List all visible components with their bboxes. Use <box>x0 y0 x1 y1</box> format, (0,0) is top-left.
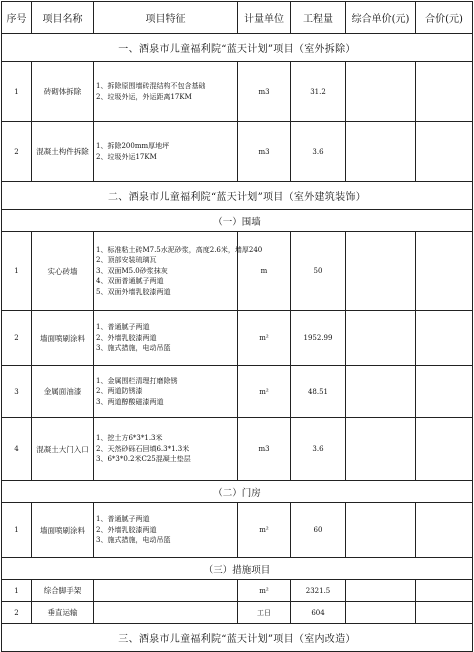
quantity-cell: 50 <box>291 232 346 311</box>
feature-line: 2、垃圾外运，外运距离17KM <box>96 92 192 101</box>
table-row <box>2 311 473 366</box>
section-header-row <box>2 182 473 210</box>
feature-line: 1、普通腻子两道 <box>96 323 150 332</box>
total-price-cell <box>416 366 473 418</box>
total-price-cell <box>416 602 473 624</box>
feature-line: 2、天然砂砾石回填6.3*1.3米 <box>96 444 190 453</box>
header-item-features: 项目特征 <box>94 2 238 34</box>
row-number: 3 <box>2 366 32 418</box>
item-name: 实心砖墙 <box>32 232 94 311</box>
feature-line: 2、外墙乳胶漆两道 <box>96 333 157 342</box>
section-title: 二、酒泉市儿童福利院“蓝天计划”项目（室外建筑装饰） <box>2 182 473 210</box>
unit-cell: m3 <box>238 62 291 122</box>
header-no: 序号 <box>2 2 32 34</box>
feature-line: 3、施式措施，电动吊篮 <box>96 344 171 353</box>
quantity-cell: 3.6 <box>291 418 346 481</box>
item-name: 混凝土构件拆除 <box>32 122 94 182</box>
item-features <box>94 602 238 624</box>
feature-line: 1、挖土方6*3*1.3米 <box>96 434 163 443</box>
unit-price-cell <box>346 122 416 182</box>
header-row <box>2 2 473 34</box>
row-number: 1 <box>2 62 32 122</box>
subsection-title: （一）围墙 <box>2 210 473 232</box>
quantity-cell: 60 <box>291 503 346 558</box>
section-title: 三、酒泉市儿童福利院“蓝天计划”项目（室内改造） <box>2 624 473 652</box>
subsection-header-row <box>2 481 473 503</box>
unit-price-cell <box>346 602 416 624</box>
bill-of-quantities-table <box>1 1 473 652</box>
row-number: 1 <box>2 232 32 311</box>
unit-cell: m² <box>238 580 291 602</box>
quantity-cell: 3.6 <box>291 122 346 182</box>
item-features <box>94 62 238 122</box>
unit-price-cell <box>346 311 416 366</box>
item-name: 混凝土大门入口 <box>32 418 94 481</box>
feature-line: 5、双面外墙乳胶漆两道 <box>96 287 171 296</box>
table-row <box>2 62 473 122</box>
feature-line: 1、金属围栏清理打磨除锈 <box>96 376 178 385</box>
unit-price-cell <box>346 62 416 122</box>
item-features <box>94 580 238 602</box>
feature-line: 1、普通腻子两道 <box>96 515 150 524</box>
row-number: 1 <box>2 580 32 602</box>
header-quantity: 工程量 <box>291 2 346 34</box>
item-name: 金属面油漆 <box>32 366 94 418</box>
table-row <box>2 602 473 624</box>
total-price-cell <box>416 503 473 558</box>
header-unit: 计量单位 <box>238 2 291 34</box>
table-row <box>2 366 473 418</box>
feature-line: 3、双面M5.0砂浆抹灰 <box>96 266 168 275</box>
row-number: 2 <box>2 122 32 182</box>
unit-cell: m3 <box>238 122 291 182</box>
quantity-cell: 48.51 <box>291 366 346 418</box>
header-unit-price: 综合单价(元) <box>346 2 416 34</box>
header-total-price: 合价(元) <box>416 2 473 34</box>
total-price-cell <box>416 311 473 366</box>
quantity-cell: 604 <box>291 602 346 624</box>
item-features <box>94 366 238 418</box>
total-price-cell <box>416 122 473 182</box>
feature-line: 1、拆除原围墙砖混结构不包含基础 <box>96 82 206 90</box>
total-price-cell <box>416 418 473 481</box>
unit-price-cell <box>346 366 416 418</box>
unit-price-cell <box>346 503 416 558</box>
unit-price-cell <box>346 580 416 602</box>
item-features <box>94 311 238 366</box>
subsection-title: （二）门房 <box>2 481 473 503</box>
quantity-cell: 31.2 <box>291 62 346 122</box>
table-row <box>2 418 473 481</box>
feature-line: 3、两道醇酸磁漆两道 <box>96 397 164 406</box>
unit-cell: m <box>238 232 291 311</box>
feature-line: 3、6*3*0.2米C25混凝土垫层 <box>96 455 191 464</box>
quantity-cell: 1952.99 <box>291 311 346 366</box>
quantity-cell: 2321.5 <box>291 580 346 602</box>
section-header-row <box>2 34 473 62</box>
subsection-header-row <box>2 558 473 580</box>
row-number: 4 <box>2 418 32 481</box>
feature-line: 2、垃圾外运17KM <box>96 152 157 161</box>
row-number: 2 <box>2 602 32 624</box>
unit-cell: m3 <box>238 418 291 481</box>
feature-line: 1、标准粘土砖M7.5水泥砂浆，高度2.6米，墙厚240 <box>96 245 263 254</box>
table-row <box>2 122 473 182</box>
total-price-cell <box>416 62 473 122</box>
section-title: 一、酒泉市儿童福利院“蓝天计划”项目（室外拆除） <box>2 34 473 62</box>
subsection-title: （三）措施项目 <box>2 558 473 580</box>
feature-line: 1、拆除200mm厚地坪 <box>96 142 170 150</box>
item-features <box>94 122 238 182</box>
section-header-row <box>2 624 473 652</box>
item-name: 砖砌体拆除 <box>32 62 94 122</box>
subsection-header-row <box>2 210 473 232</box>
feature-line: 4、双面普通腻子两道 <box>96 277 164 286</box>
row-number: 2 <box>2 311 32 366</box>
item-name: 综合脚手架 <box>32 580 94 602</box>
table-row <box>2 232 473 311</box>
table-body <box>2 34 473 652</box>
feature-line: 3、施式措施，电动吊篮 <box>96 536 171 545</box>
feature-line: 2、两道防锈漆 <box>96 387 143 396</box>
feature-line: 2、顶部安装琉璃瓦 <box>96 256 157 265</box>
total-price-cell <box>416 232 473 311</box>
unit-cell: m² <box>238 503 291 558</box>
item-name: 垂直运输 <box>32 602 94 624</box>
item-features <box>94 232 263 311</box>
item-name: 墙面喷刷涂料 <box>32 503 94 558</box>
item-name: 墙面喷刷涂料 <box>32 311 94 366</box>
item-features <box>94 418 238 481</box>
row-number: 1 <box>2 503 32 558</box>
unit-cell: m² <box>238 366 291 418</box>
feature-line: 2、外墙乳胶漆两道 <box>96 525 157 534</box>
item-features <box>94 503 238 558</box>
total-price-cell <box>416 580 473 602</box>
unit-price-cell <box>346 232 416 311</box>
table-row <box>2 580 473 602</box>
unit-price-cell <box>346 418 416 481</box>
header-item-name: 项目名称 <box>32 2 94 34</box>
unit-cell: m² <box>238 311 291 366</box>
unit-cell: 工日 <box>238 602 291 624</box>
table-row <box>2 503 473 558</box>
